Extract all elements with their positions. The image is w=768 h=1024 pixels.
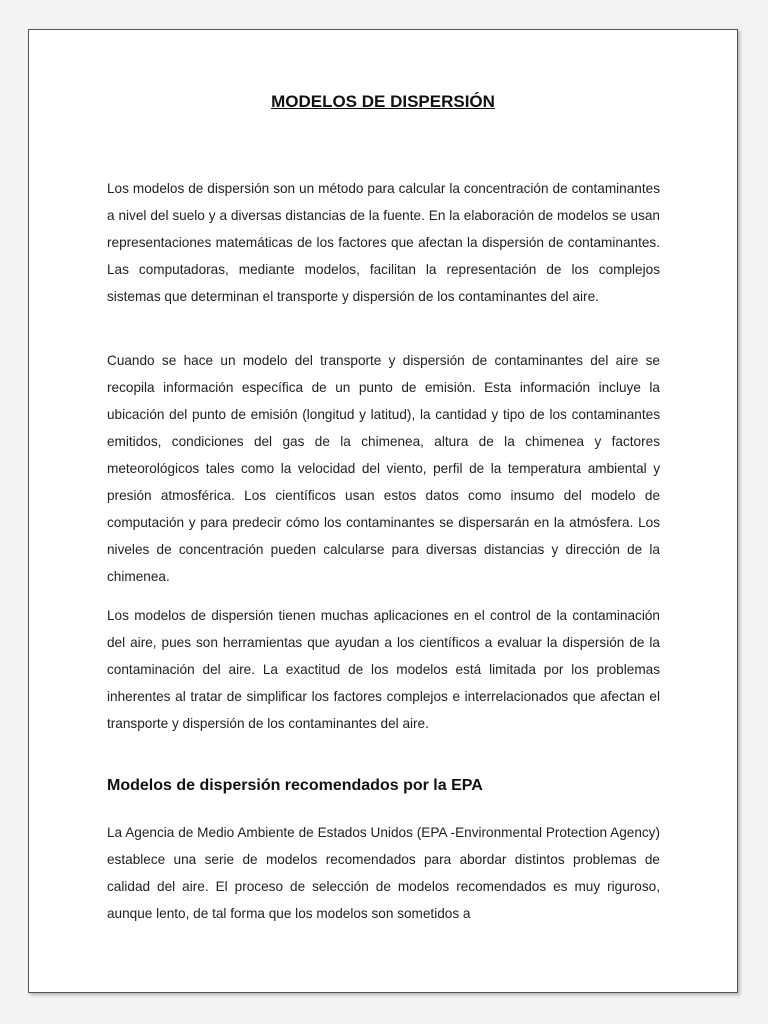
document-page [28,29,738,993]
paragraph-model-inputs: Cuando se hace un modelo del transporte y dispersión de contaminantes del aire se recopila información específica de un punto de emisión. Esta información incluye la ubicación del punto de emisión (longitud y latitud), la cantidad y tipo de los contaminantes emitidos, condiciones del gas de la chimenea, altura de la chimenea y factores meteorológicos tales como la velocidad del viento, perfil de la temperatura ambiental y presión atmosférica. Los científicos usan estos datos como insumo del modelo de computación y para predecir cómo los contaminantes se dispersarán en la atmósfera. Los niveles de concentración pueden calcularse para diversas distancias y dirección de la chimenea. [107,353,660,584]
page-title: MODELOS DE DISPERSIÓN [271,92,495,111]
paragraph-epa: La Agencia de Medio Ambiente de Estados Unidos (EPA -Environmental Protection Agency) establece una serie de modelos recomendados para abordar distintos problemas de calidad del aire. El proceso de selección de modelos recomendados es muy riguroso, aunque lento, de tal forma que los modelos son sometidos a [107,825,660,921]
paragraph-intro: Los modelos de dispersión son un método para calcular la concentración de contaminantes a nivel del suelo y a diversas distancias de la fuente. En la elaboración de modelos se usan representaciones matemáticas de los factores que afectan la dispersión de contaminantes. Las computadoras, mediante modelos, facilitan la representación de los complejos sistemas que determinan el transporte y dispersión de los contaminantes del aire. [107,181,660,304]
section-heading-epa-models: Modelos de dispersión recomendados por la EPA [107,777,483,794]
paragraph-applications: Los modelos de dispersión tienen muchas aplicaciones en el control de la contaminación del aire, pues son herramientas que ayudan a los científicos a evaluar la dispersión de la contaminación del aire. La exactitud de los modelos está limitada por los problemas inherentes al tratar de simplificar los factores complejos e interrelacionados que afectan el transporte y dispersión de los contaminantes del aire. [107,608,660,731]
